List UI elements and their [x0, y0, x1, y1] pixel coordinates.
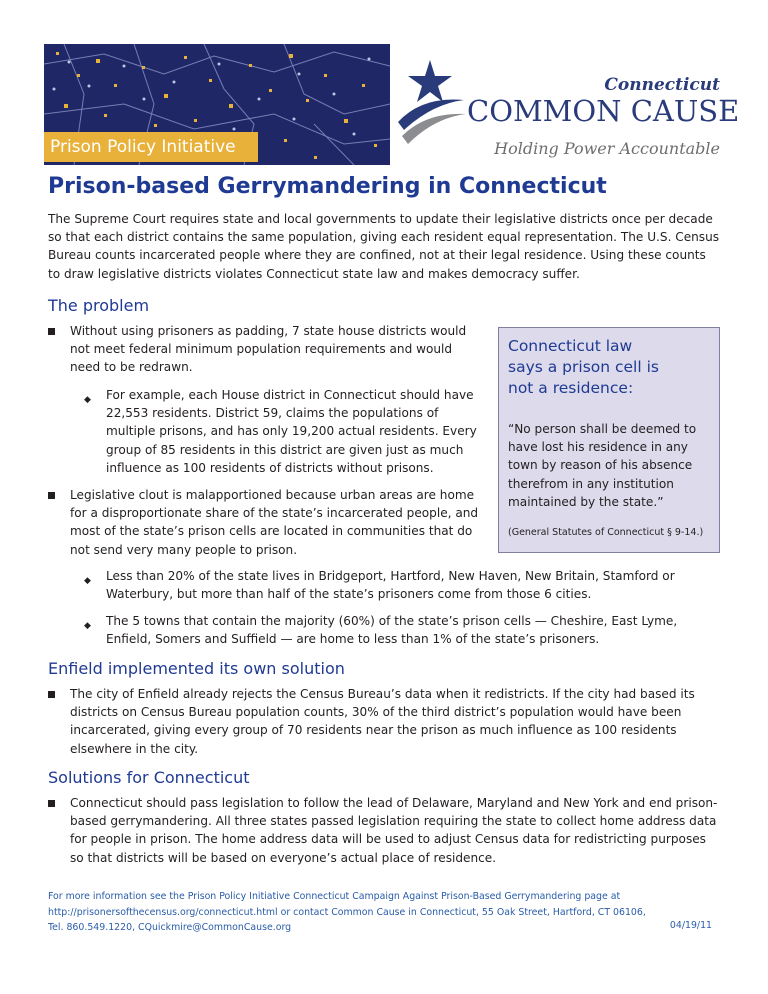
enfield-heading: Enfield implemented its own solution — [48, 659, 345, 678]
sidebar-title — [508, 336, 659, 399]
sidebar-citation: (General Statutes of Connecticut § 9-14.) — [508, 527, 704, 538]
sidebar-quote: “No person shall be deemed to have lost his residence in any town by reason of his absence therefrom in any institution maintained by the state.” — [508, 422, 697, 509]
cc-name-label: COMMON CAUSE — [467, 94, 740, 128]
footer-date: 04/19/11 — [669, 920, 712, 931]
bullet-text: The city of Enfield already rejects the Census Bureau’s data when it redistricts. If the city had based its districts on Census Bureau population counts, 30% of the third district’s population would have been incarcerated, giving every group of 70 residents near the prison as much influence as 100 residents elsewhere in the city. — [70, 687, 695, 756]
footer-line: http://prisonersofthecensus.org/connecticut.html or contact Common Cause in Connecticut, 55 Oak Street, Hartford, CT 06106, — [48, 906, 646, 918]
bullet-text: Less than 20% of the state lives in Bridgeport, Hartford, New Haven, New Britain, Stamford or Waterbury, but more than half of the state’s prisoners come from those 6 cities. — [106, 569, 675, 602]
common-cause-logo — [392, 56, 740, 166]
square-bullet-icon — [48, 492, 55, 499]
solutions-heading: Solutions for Connecticut — [48, 768, 250, 787]
bullet-text: Connecticut should pass legislation to follow the lead of Delaware, Maryland and New York and end prison-based gerrymandering. All three states passed legislation requiring the state to collect home address data for people in prison. The home address data will be used to adjust Census data for redistricting purposes so that districts will be based on everyone’s actual place of residence. — [70, 796, 718, 865]
bullet-text: Without using prisoners as padding, 7 state house districts would not meet federal minimum population requirements and would need to be redrawn. — [70, 324, 467, 375]
diamond-bullet-icon: ◆ — [84, 621, 91, 631]
bullet-text: Legislative clout is malapportioned because urban areas are home for a disproportionate share of the state’s incarcerated people, and most of the state’s prison cells are located in communities that do not send very many people to prison. — [70, 488, 479, 557]
square-bullet-icon — [48, 800, 55, 807]
sidebar-callout — [498, 327, 720, 553]
cc-state-label: Connecticut — [604, 75, 720, 95]
ppi-badge: Prison Policy Initiative — [44, 132, 258, 162]
bullet-text: The 5 towns that contain the majority (60%) of the state’s prison cells — Cheshire, East Lyme, Enfield, Somers and Suffield — are home to less than 1% of the state’s prisoners. — [106, 614, 678, 647]
cc-tagline: Holding Power Accountable — [494, 139, 720, 158]
footer — [48, 889, 718, 936]
page-title: Prison-based Gerrymandering in Connecticut — [48, 174, 607, 199]
star-swoosh-icon — [392, 56, 472, 166]
sidebar-title-line: says a prison cell is — [508, 358, 659, 376]
square-bullet-icon — [48, 691, 55, 698]
sidebar-title-line: not a residence: — [508, 379, 634, 397]
diamond-bullet-icon: ◆ — [84, 395, 91, 405]
intro-paragraph: The Supreme Court requires state and local governments to update their legislative districts once per decade so that each district contains the same population, giving each resident equal representation. The U.S. Census Bureau counts incarcerated people where they are confined, not at their legal residence. Using these counts to draw legislative districts violates Connecticut state law and makes democracy suffer. — [48, 212, 720, 281]
problem-heading: The problem — [48, 296, 150, 315]
bullet-text: For example, each House district in Connecticut should have 22,553 residents. District 59, claims the populations of multiple prisons, and has only 19,200 actual residents. Every group of 85 residents in this district are given just as much influence as 100 residents of districts without prisons. — [106, 388, 477, 475]
sidebar-title-line: Connecticut law — [508, 337, 633, 355]
square-bullet-icon — [48, 328, 55, 335]
footer-line: Tel. 860.549.1220, CQuickmire@CommonCause.org — [48, 922, 292, 933]
map-banner — [44, 44, 390, 165]
footer-line: For more information see the Prison Policy Initiative Connecticut Campaign Against Prison-Based Gerrymandering page at — [48, 891, 621, 902]
diamond-bullet-icon: ◆ — [84, 576, 91, 586]
